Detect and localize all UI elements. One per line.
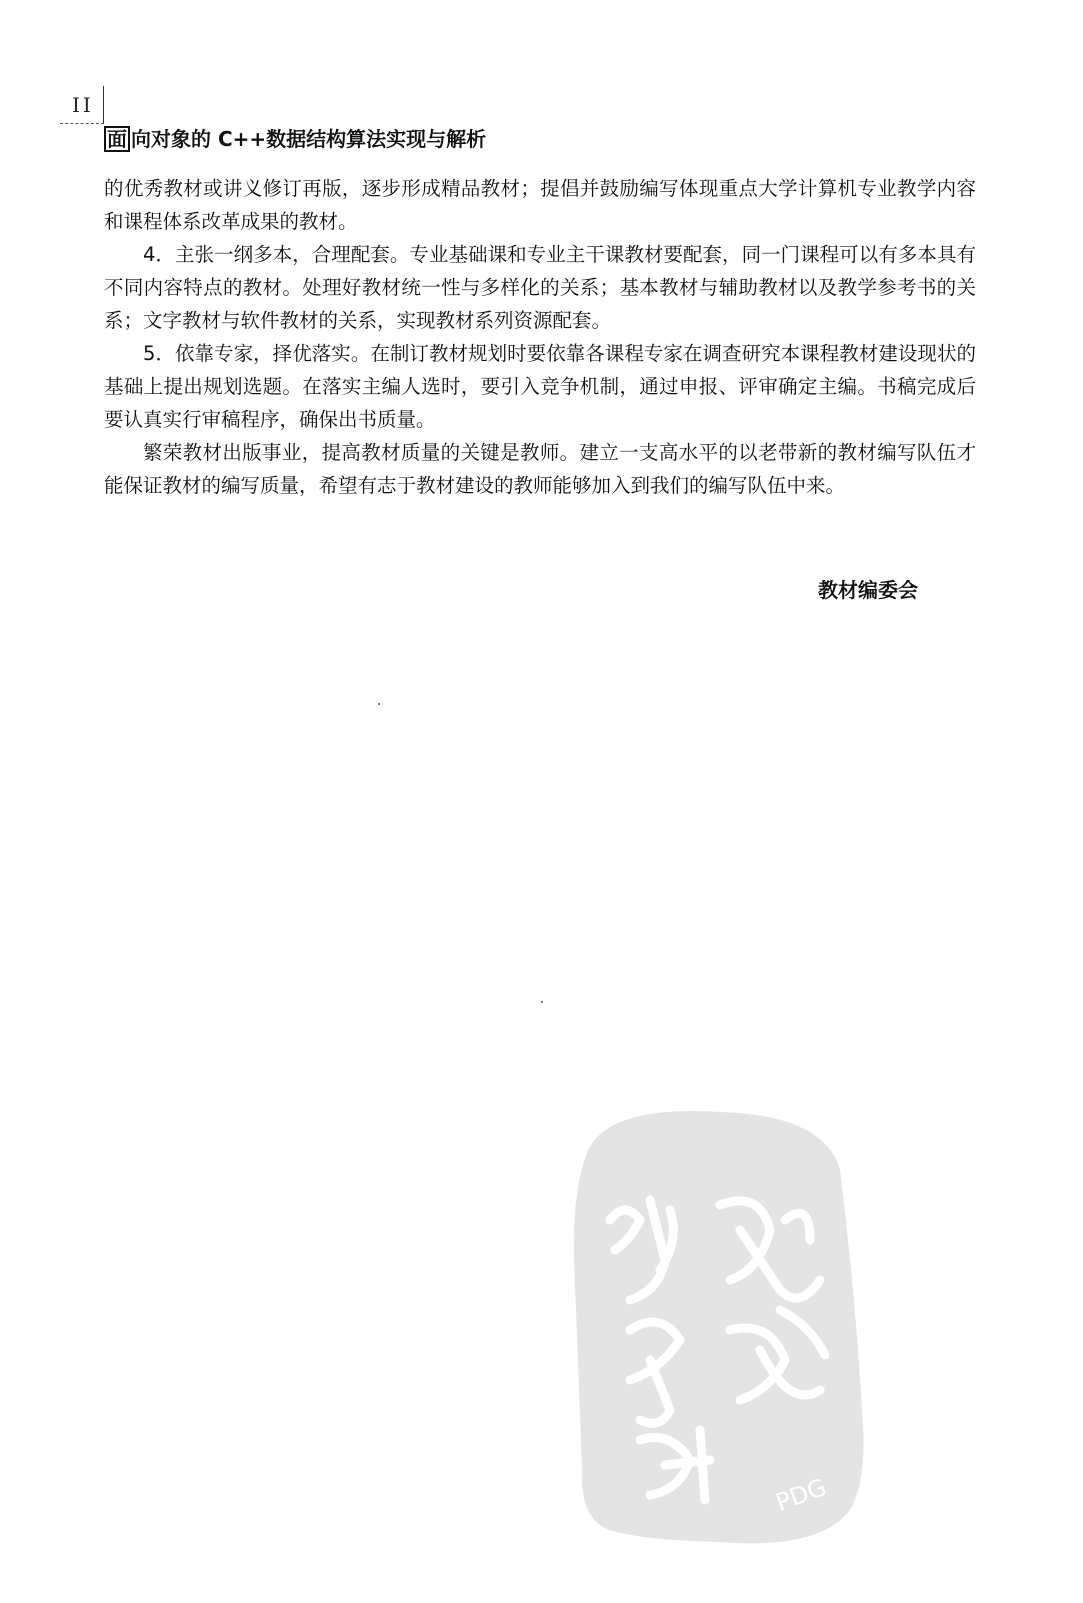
header-vertical-rule xyxy=(103,86,104,124)
signature: 教材编委会 xyxy=(818,578,918,602)
book-title xyxy=(104,123,486,152)
paragraph-continuation: 的优秀教材或讲义修订再版，逐步形成精品教材；提倡并鼓励编写体现重点大学计算机专业教学内容和课程体系改革成果的教材。 xyxy=(104,177,976,233)
page-number: II xyxy=(72,93,94,117)
scan-speck xyxy=(378,703,380,705)
watermark-stamp xyxy=(570,1110,870,1550)
watermark-label: PDG xyxy=(772,1472,831,1517)
header-horizontal-rule xyxy=(60,123,104,125)
paragraph-closing: 繁荣教材出版事业，提高教材质量的关键是教师。建立一支高水平的以老带新的教材编写队伍才能保证教材的编写质量，希望有志于教材建设的教师能够加入到我们的编写队伍中来。 xyxy=(104,441,976,497)
book-title-first-char: 面 xyxy=(104,126,130,152)
paragraph-point-4: 4．主张一纲多本，合理配套。专业基础课和专业主干课教材要配套，同一门课程可以有多本具有不同内容特点的教材。处理好教材统一性与多样化的关系；基本教材与辅助教材以及教学参考书的关系；文字教材与软件教材的关系，实现教材系列资源配套。 xyxy=(104,243,976,332)
book-title-rest: 向对象的 C++数据结构算法实现与解析 xyxy=(131,127,487,151)
body-text xyxy=(104,172,976,502)
paragraph-point-5: 5．依靠专家，择优落实。在制订教材规划时要依靠各课程专家在调查研究本课程教材建设现状的基础上提出规划选题。在落实主编人选时，要引入竞争机制，通过申报、评审确定主编。书稿完成后要认真实行审稿程序，确保出书质量。 xyxy=(104,342,976,431)
scan-speck xyxy=(541,1001,543,1003)
